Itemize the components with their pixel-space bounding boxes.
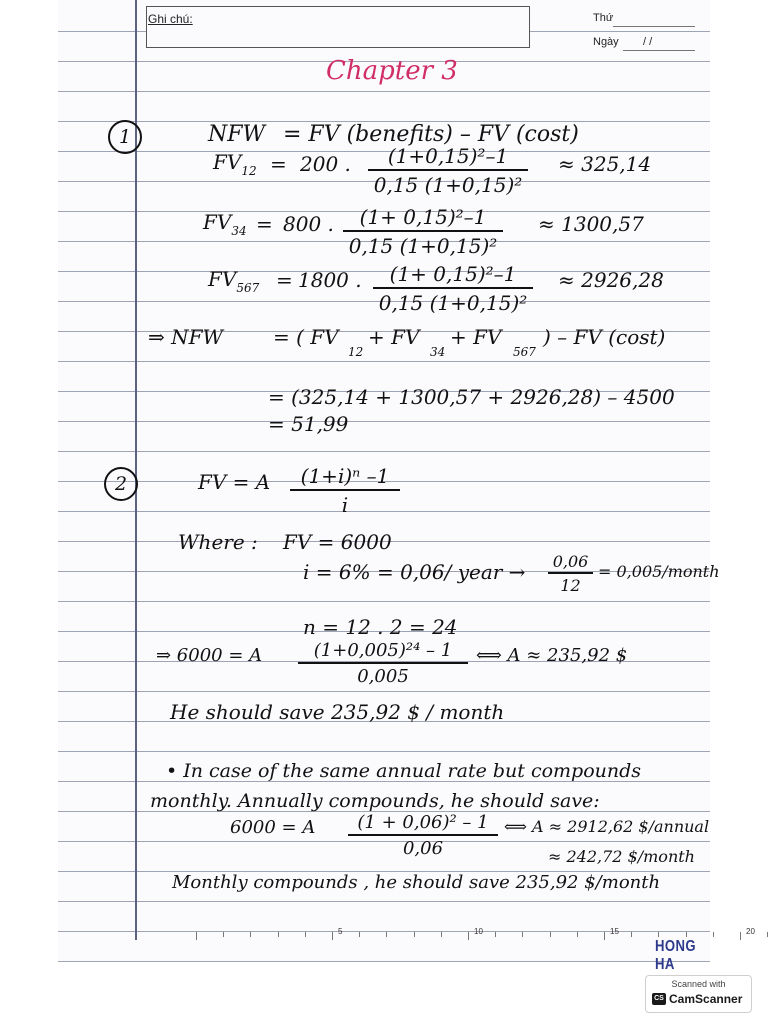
fv12-fraction: [368, 144, 528, 197]
ruler-tick: [468, 932, 469, 940]
ruler-tick: [713, 932, 714, 937]
scanned-with-text: Scanned with: [671, 979, 726, 989]
eq-num: (1+0,005)²⁴ – 1: [313, 640, 453, 661]
ruler-tick: [196, 932, 197, 940]
fv34-fraction: [343, 205, 503, 258]
ruler-tick: [386, 932, 387, 937]
ruler-tick: [686, 932, 687, 937]
fv12-approx: ≈ 325,14: [558, 152, 652, 176]
n-line: n = 12 . 2 = 24: [303, 615, 458, 639]
ruler-tick: [223, 932, 224, 937]
bullet-line: • In case of the same annual rate but compounds: [166, 760, 642, 782]
ruler-tick: [604, 932, 605, 940]
ruler-tick: [550, 932, 551, 937]
fv34-label: [203, 210, 247, 238]
fv34-eq: =: [256, 212, 273, 236]
fv34-approx: ≈ 1300,57: [538, 212, 644, 236]
fv34-num: (1+ 0,15)²–1: [359, 205, 487, 229]
ruler-tick: [332, 932, 333, 940]
annual-result-2: ≈ 242,72 $/month: [548, 847, 695, 866]
i-bar: [548, 572, 593, 574]
fv567-den: 0,15 (1+0,15)²: [378, 291, 528, 315]
ruler-tick: [441, 932, 442, 937]
fv-formula-num: (1+i)ⁿ –1: [300, 464, 390, 488]
fv12-text: FV: [213, 150, 242, 174]
fv34-text: FV: [203, 210, 232, 234]
i-num: 0,06: [552, 552, 589, 571]
nfw-definition: = FV (benefits) – FV (cost): [283, 122, 579, 147]
camscanner-badge: [645, 975, 752, 1013]
where-i: i = 6% = 0,06/ year →: [303, 560, 526, 584]
thu-label: Thứ: [593, 12, 614, 24]
annual-result-1: ⟺ A ≈ 2912,62 $/annual: [504, 817, 710, 836]
page-title: Chapter 3: [326, 56, 458, 86]
fv12-coef: 200 .: [300, 152, 351, 176]
fv-formula-den: i: [341, 493, 349, 517]
fv34-coef: 800 .: [283, 212, 334, 236]
ruler-tick: [740, 932, 741, 940]
fv12-eq: =: [270, 152, 287, 176]
eq-den: 0,005: [357, 666, 409, 687]
thu-underline: [613, 26, 695, 27]
fv-formula-lhs: FV = A: [198, 470, 271, 494]
ruler-tick: [278, 932, 279, 937]
ruler-label: 5: [338, 927, 343, 936]
eq-fraction: [298, 640, 468, 687]
annual-lhs: 6000 = A: [230, 817, 316, 838]
problem-number-2: 2: [104, 467, 138, 501]
annual-bar: [348, 834, 498, 836]
nfw-sum-a: = ( FV: [273, 325, 339, 349]
nfw-sum-arrow: ⇒ NFW: [148, 325, 224, 349]
monthly-line: Monthly compounds , he should save 235,92 $/month: [172, 872, 661, 893]
eq-rhs: ⟺ A ≈ 235,92 $: [476, 645, 628, 666]
fv567-num: (1+ 0,15)²–1: [389, 262, 517, 286]
fv34-bar: [343, 230, 503, 232]
fv567-eq: =: [276, 268, 293, 292]
ruler-tick: [250, 932, 251, 937]
fv12-label: [213, 150, 257, 178]
annual-num: (1 + 0,06)² – 1: [357, 812, 489, 833]
fv567-label: [208, 267, 259, 295]
nfw-sum-sub34: 34: [430, 345, 446, 359]
fv12-den: 0,15 (1+0,15)²: [373, 173, 523, 197]
fv12-bar: [368, 169, 528, 171]
brand-logo: HONG HA: [655, 938, 696, 973]
save-line: He should save 235,92 $ / month: [170, 700, 505, 724]
where-fv: FV = 6000: [283, 530, 392, 554]
fv567-fraction: [373, 262, 533, 315]
fv-formula-bar: [290, 489, 400, 491]
fv567-sub: 567: [236, 281, 260, 295]
ruler-tick: [658, 932, 659, 937]
camscanner-logo-icon: CS: [652, 993, 666, 1005]
ruler-tick: [414, 932, 415, 937]
nfw-sum-b: + FV: [368, 325, 420, 349]
fv-formula-fraction: [290, 464, 400, 517]
fv567-text: FV: [208, 267, 237, 291]
notebook-page: [58, 0, 755, 973]
i-fraction: [548, 552, 593, 595]
fv567-coef: 1800 .: [298, 268, 362, 292]
ruler-tick: [631, 932, 632, 937]
where-label: Where :: [178, 530, 258, 554]
camscanner-name: CamScanner: [669, 992, 743, 1006]
annual-fraction: [348, 812, 498, 859]
nfw-sum-d: ) – FV (cost): [543, 325, 666, 349]
fv567-approx: ≈ 2926,28: [558, 268, 664, 292]
ngay-label: Ngày: [593, 36, 619, 48]
ngay-underline: [623, 50, 695, 51]
annual-den: 0,06: [402, 838, 444, 859]
ruler-label: 20: [746, 927, 755, 936]
ruler-tick: [522, 932, 523, 937]
fv12-sub: 12: [241, 164, 257, 178]
nfw-calc: = (325,14 + 1300,57 + 2926,28) – 4500: [268, 385, 675, 409]
ruler-tick: [359, 932, 360, 937]
nfw-lhs: NFW: [208, 122, 266, 147]
fv34-sub: 34: [231, 224, 247, 238]
ruler-label: 15: [610, 927, 619, 936]
problem-number-1: 1: [108, 120, 142, 154]
note-label: Ghi chú:: [148, 12, 193, 26]
nfw-sum-sub12: 12: [348, 345, 364, 359]
nfw-sum-sub567: 567: [513, 345, 536, 359]
i-result: = 0,005/month: [598, 562, 720, 581]
fv12-num: (1+0,15)²–1: [387, 144, 509, 168]
ruler-tick: [305, 932, 306, 937]
bullet-cont: monthly. Annually compounds, he should save:: [150, 790, 600, 812]
ruler-tick: [495, 932, 496, 937]
ngay-separators: / /: [643, 36, 653, 48]
eq-lhs: ⇒ 6000 = A: [156, 645, 263, 666]
i-den: 12: [560, 576, 581, 595]
nfw-sum-c: + FV: [450, 325, 502, 349]
fv567-bar: [373, 287, 533, 289]
ruler-tick: [577, 932, 578, 937]
ruler-label: 10: [474, 927, 483, 936]
eq-bar: [298, 662, 468, 664]
fv34-den: 0,15 (1+0,15)²: [348, 234, 498, 258]
note-box: [146, 6, 530, 48]
nfw-result: = 51,99: [268, 412, 349, 436]
